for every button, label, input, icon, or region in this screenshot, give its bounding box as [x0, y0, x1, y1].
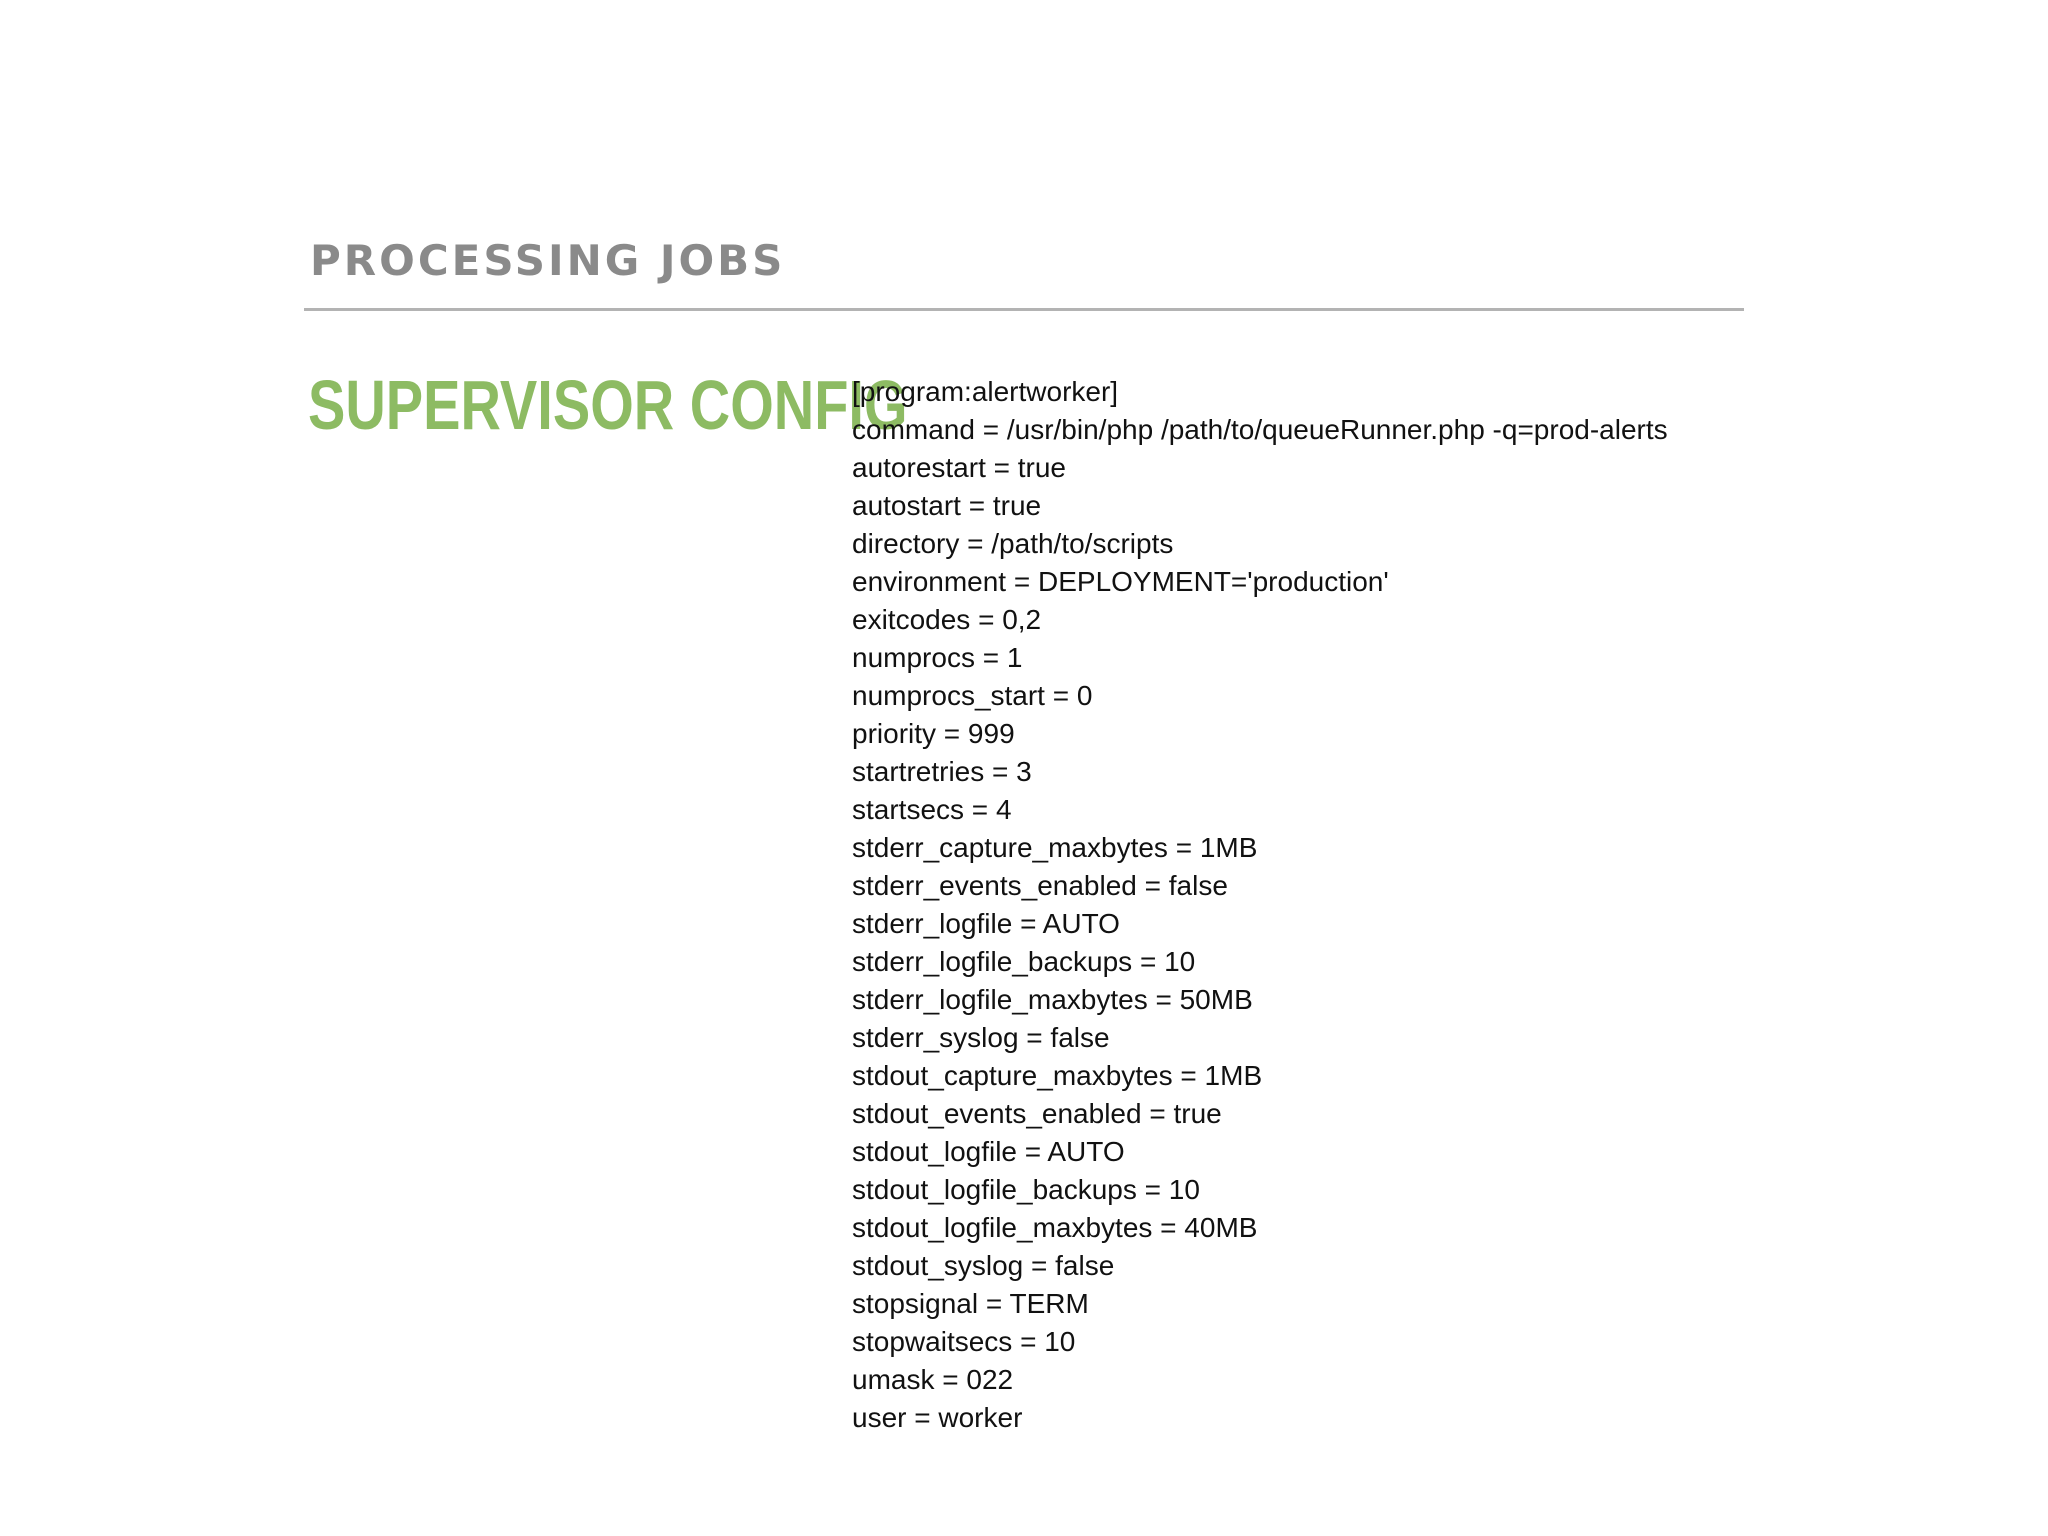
config-line: stderr_syslog = false [852, 1022, 1110, 1053]
config-line: autostart = true [852, 490, 1042, 521]
config-line: startretries = 3 [852, 756, 1032, 787]
config-line: stdout_logfile = AUTO [852, 1136, 1125, 1167]
config-line: stdout_events_enabled = true [852, 1098, 1222, 1129]
page-heading: SUPERVISOR CONFIG [308, 366, 908, 444]
config-line: command = /usr/bin/php /path/to/queueRunner.php -q=prod-alerts [852, 414, 1668, 445]
config-line: stopsignal = TERM [852, 1288, 1089, 1319]
config-line: startsecs = 4 [852, 794, 1012, 825]
section-title: PROCESSING JOBS [310, 236, 786, 285]
config-line: stderr_capture_maxbytes = 1MB [852, 832, 1258, 863]
config-listing [852, 373, 1668, 1437]
config-line: environment = DEPLOYMENT='production' [852, 566, 1389, 597]
divider-rule [304, 308, 1744, 311]
config-line: stdout_logfile_maxbytes = 40MB [852, 1212, 1258, 1243]
config-line: priority = 999 [852, 718, 1015, 749]
config-line: [program:alertworker] [852, 376, 1119, 407]
config-line: stderr_events_enabled = false [852, 870, 1228, 901]
config-line: autorestart = true [852, 452, 1067, 483]
config-line: stderr_logfile = AUTO [852, 908, 1120, 939]
config-line: numprocs = 1 [852, 642, 1023, 673]
config-line: stderr_logfile_backups = 10 [852, 946, 1196, 977]
config-line: numprocs_start = 0 [852, 680, 1093, 711]
config-line: user = worker [852, 1402, 1023, 1433]
config-line: stdout_logfile_backups = 10 [852, 1174, 1200, 1205]
config-line: stopwaitsecs = 10 [852, 1326, 1076, 1357]
config-line: stderr_logfile_maxbytes = 50MB [852, 984, 1253, 1015]
config-line: directory = /path/to/scripts [852, 528, 1174, 559]
config-line: stdout_syslog = false [852, 1250, 1115, 1281]
config-line: umask = 022 [852, 1364, 1014, 1395]
config-line: stdout_capture_maxbytes = 1MB [852, 1060, 1263, 1091]
config-line: exitcodes = 0,2 [852, 604, 1042, 635]
